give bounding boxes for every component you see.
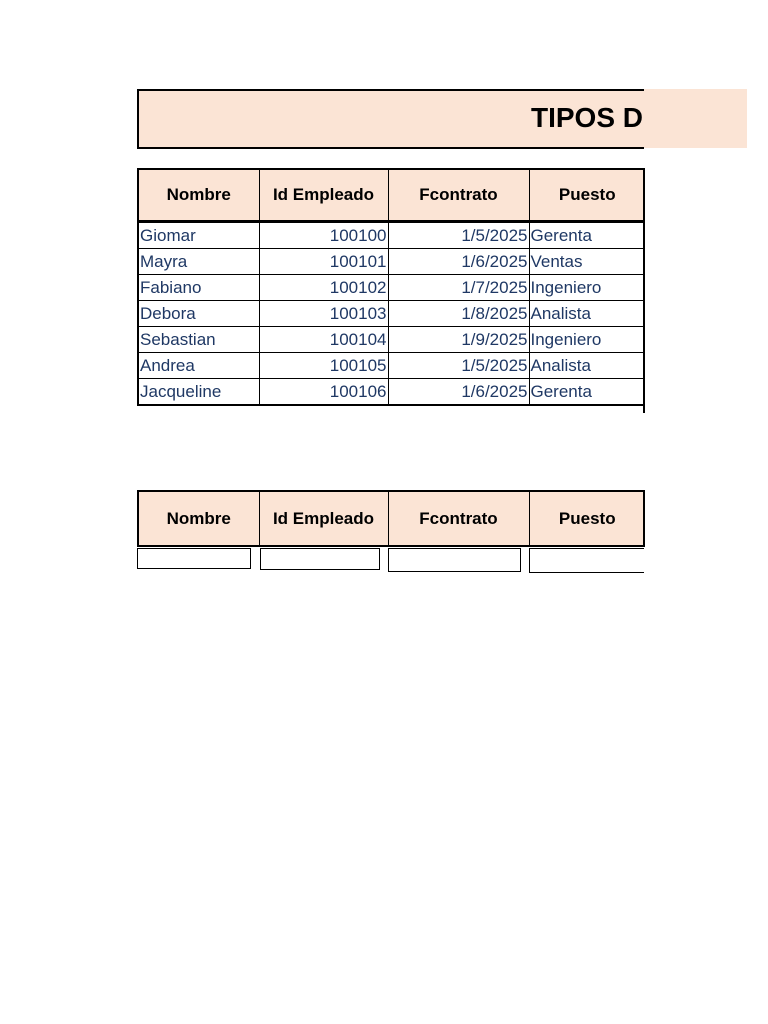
input-nombre[interactable] [137,548,251,569]
cell-fcontrato[interactable]: 1/6/2025 [388,379,529,406]
table1-right-border [643,168,645,413]
header-nombre[interactable]: Nombre [138,169,259,222]
cell-puesto[interactable]: Ventas [529,249,645,275]
header-row [138,491,645,546]
cell-nombre[interactable]: Sebastian [138,327,259,353]
employee-table [137,168,645,406]
table-row [138,327,645,353]
input-fcontrato[interactable] [388,548,521,572]
header-nombre[interactable]: Nombre [138,491,259,546]
cell-id-empleado[interactable]: 100102 [259,275,388,301]
cell-puesto[interactable]: Ingeniero [529,275,645,301]
cell-id-empleado[interactable]: 100105 [259,353,388,379]
cell-fcontrato[interactable]: 1/7/2025 [388,275,529,301]
cell-id-empleado[interactable]: 100101 [259,249,388,275]
table2-right-border [643,490,645,547]
header-id-empleado[interactable]: Id Empleado [259,169,388,222]
cell-puesto[interactable]: Analista [529,301,645,327]
header-fcontrato[interactable]: Fcontrato [388,169,529,222]
cell-id-empleado[interactable]: 100106 [259,379,388,406]
search-header-table [137,490,645,547]
header-puesto[interactable]: Puesto [529,169,645,222]
cell-fcontrato[interactable]: 1/9/2025 [388,327,529,353]
page-title: TIPOS D [531,102,644,133]
table-row [138,222,645,249]
cell-puesto[interactable]: Analista [529,353,645,379]
header-row [138,169,645,222]
table-row [138,353,645,379]
cell-fcontrato[interactable]: 1/5/2025 [388,353,529,379]
cell-fcontrato[interactable]: 1/8/2025 [388,301,529,327]
cell-nombre[interactable]: Fabiano [138,275,259,301]
header-fcontrato[interactable]: Fcontrato [388,491,529,546]
cell-puesto[interactable]: Ingeniero [529,327,645,353]
header-puesto[interactable]: Puesto [529,491,645,546]
cell-fcontrato[interactable]: 1/5/2025 [388,222,529,249]
cell-nombre[interactable]: Giomar [138,222,259,249]
cell-nombre[interactable]: Debora [138,301,259,327]
cell-fcontrato[interactable]: 1/6/2025 [388,249,529,275]
cell-nombre[interactable]: Mayra [138,249,259,275]
cell-nombre[interactable]: Jacqueline [138,379,259,406]
table-row [138,301,645,327]
cell-id-empleado[interactable]: 100104 [259,327,388,353]
cell-nombre[interactable]: Andrea [138,353,259,379]
cell-puesto[interactable]: Gerenta [529,379,645,406]
table-row [138,379,645,406]
cell-id-empleado[interactable]: 100103 [259,301,388,327]
cell-puesto[interactable]: Gerenta [529,222,645,249]
table-row [138,275,645,301]
input-puesto[interactable] [529,548,644,573]
input-id-empleado[interactable] [260,548,380,570]
table-row [138,249,645,275]
header-id-empleado[interactable]: Id Empleado [259,491,388,546]
cell-id-empleado[interactable]: 100100 [259,222,388,249]
